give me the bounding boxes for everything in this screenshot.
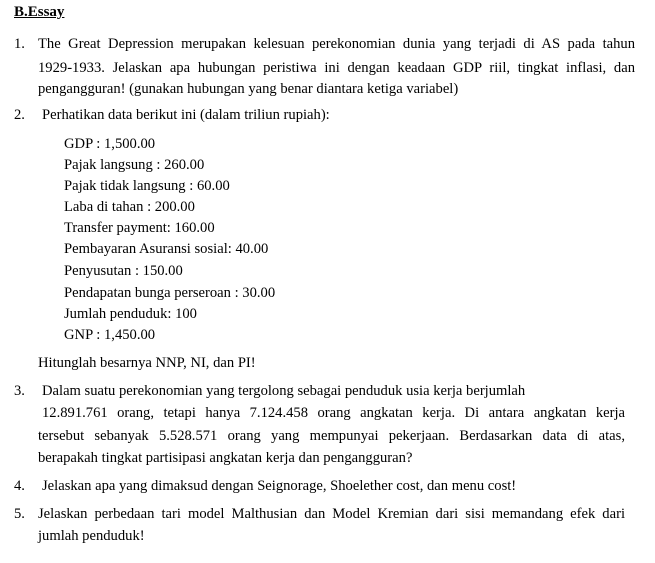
question-3-line-3: tersebut sebanyak 5.528.571 orang yang mempunyai pekerjaan. Berdasarkan data di atas, xyxy=(38,428,625,444)
question-3-number: 3. xyxy=(14,383,25,399)
question-3-line-4: berapakah tingkat partisipasi angkatan kerja dan pengangguran? xyxy=(38,450,413,466)
data-item-asuransi-sosial: Pembayaran Asuransi sosial: 40.00 xyxy=(64,241,269,257)
data-item-jumlah-penduduk: Jumlah penduduk: 100 xyxy=(64,306,197,322)
question-1-line-3: pengangguran! (gunakan hubungan yang benar diantara ketiga variabel) xyxy=(38,81,459,97)
section-heading: B.Essay xyxy=(14,4,65,20)
question-2-intro: Perhatikan data berikut ini (dalam triliun rupiah): xyxy=(42,107,330,123)
data-item-transfer-payment: Transfer payment: 160.00 xyxy=(64,220,215,236)
question-4-text: Jelaskan apa yang dimaksud dengan Seignorage, Shoelether cost, dan menu cost! xyxy=(42,478,517,494)
data-item-pajak-tidak-langsung: Pajak tidak langsung : 60.00 xyxy=(64,178,230,194)
question-3-line-2: 12.891.761 orang, tetapi hanya 7.124.458 orang angkatan kerja. Di antara angkatan kerja xyxy=(42,405,625,421)
data-item-penyusutan: Penyusutan : 150.00 xyxy=(64,263,183,279)
data-item-laba-di-tahan: Laba di tahan : 200.00 xyxy=(64,199,195,215)
question-3-line-1: Dalam suatu perekonomian yang tergolong sebagai penduduk usia kerja berjumlah xyxy=(42,383,526,399)
question-2-instruction: Hitunglah besarnya NNP, NI, dan PI! xyxy=(38,355,256,371)
question-1-number: 1. xyxy=(14,36,25,52)
data-item-gnp: GNP : 1,450.00 xyxy=(64,327,156,343)
question-4-number: 4. xyxy=(14,478,25,494)
question-5-number: 5. xyxy=(14,506,25,522)
question-5-line-2: jumlah penduduk! xyxy=(38,528,145,544)
data-item-bunga-perseroan: Pendapatan bunga perseroan : 30.00 xyxy=(64,285,276,301)
question-1-line-2: 1929-1933. Jelaskan apa hubungan peristiwa ini dengan keadaan GDP riil, tingkat inflasi, dan xyxy=(38,60,635,76)
question-5-line-1: Jelaskan perbedaan tari model Malthusian dan Model Kremian dari sisi memandang efek dari xyxy=(38,506,625,522)
data-item-gdp: GDP : 1,500.00 xyxy=(64,136,156,152)
data-item-pajak-langsung: Pajak langsung : 260.00 xyxy=(64,157,205,173)
question-1-line-1: The Great Depression merupakan kelesuan perekonomian dunia yang terjadi di AS pada tahun xyxy=(38,36,635,52)
question-2-number: 2. xyxy=(14,107,25,123)
